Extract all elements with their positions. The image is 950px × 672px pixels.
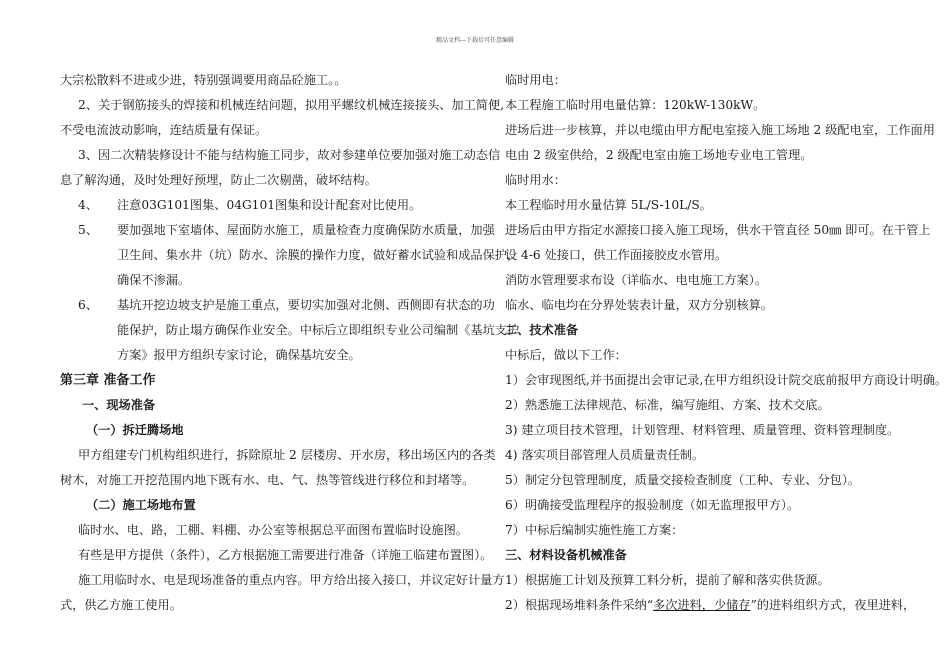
section-heading: 二、技术准备 <box>505 323 579 337</box>
subsection-heading: （二）施工场地布置 <box>86 498 196 512</box>
numbered-line <box>60 218 495 243</box>
text-line: 树木，对施工开挖范围内地下既有水、电、气、热等管线进行移位和封堵等。 <box>60 473 475 487</box>
text-line: 临时用水： <box>505 173 566 187</box>
text-line: 能保护，防止塌方确保作业安全。中标后立即组织专业公司编制《基坑支护 <box>117 323 520 337</box>
text-segment: ”的进料组织方式，夜里进料， <box>750 598 916 612</box>
text-line: 临时用电： <box>505 73 566 87</box>
text-line: 大宗松散料不进或少进，特别强调要用商品砼施工。。 <box>60 73 347 87</box>
text-line: 电由 2 级室供给，2 级配电室由施工场地专业电工管理。 <box>505 148 813 162</box>
numbered-line <box>60 293 495 318</box>
text-line: 卫生间、集水井（坑）防水、涂膜的操作力度，做好蓄水试验和成品保护， <box>117 248 520 262</box>
text-line: 进场后进一步核算，并以电缆由甲方配电室接入施工场地 2 级配电室，工作面用 <box>505 123 935 137</box>
item-text: 要加强地下室墙体、屋面防水施工，质量检查力度确保防水质量，加强 <box>117 223 495 237</box>
section-heading: 三、材料设备机械准备 <box>505 548 627 562</box>
text-line: 7）中标后编制实施性施工方案： <box>505 523 684 537</box>
item-number: 4、 <box>78 198 98 212</box>
item-number: 5、 <box>78 223 98 237</box>
text-line: 方案》报甲方组织专家讨论，确保基坑安全。 <box>117 348 361 362</box>
text-line: 5）制定分包管理制度，质量交接检查制度（工种、专业、分包）。 <box>505 473 861 487</box>
text-line: 6）明确接受监理程序的报验制度（如无监理报甲方）。 <box>505 498 800 512</box>
text-line: 确保不渗漏。 <box>117 273 191 287</box>
text-line: 3、因二次精装修设计不能与结构施工同步，故对参建单位要加强对施工动态信 <box>78 148 501 162</box>
text-line: 4) 落实项目部管理人员质量责任制。 <box>505 448 705 462</box>
chapter-heading: 第三章 准备工作 <box>60 373 156 388</box>
underlined-phrase: 多次进料，少储存 <box>653 598 751 612</box>
text-line: 临水、临电均在分界处装表计量，双方分别核算。 <box>505 298 774 312</box>
text-line: 本工程施工临时用电量估算：120kW-130kW。 <box>505 98 766 112</box>
text-line: 进场后由甲方指定水源接口接入施工现场，供水干管直径 50㎜ 即可。在干管上 <box>505 223 931 237</box>
text-line: 1）会审现图纸,并书面提出会审记录,在甲方组织设计院交底前报甲方商设计明确。 <box>505 373 948 387</box>
text-line: 不受电流波动影响，连结质量有保证。 <box>60 123 268 137</box>
text-line: 3) 建立项目技术管理，计划管理、材料管理、质量管理、资料管理制度。 <box>505 423 900 437</box>
text-line: 消防水管理要求布设（详临水、电电施工方案）。 <box>505 273 768 287</box>
item-number: 6、 <box>78 298 98 312</box>
text-segment: 2）根据现场堆料条件采纳“ <box>505 598 654 612</box>
text-line: 有些是甲方提供（条件），乙方根据施工需要进行准备（详施工临建布置图）。 <box>78 548 493 562</box>
numbered-line <box>60 193 468 218</box>
left-column <box>60 68 520 618</box>
text-line: 1）根据施工计划及预算工料分析，提前了解和落实供货源。 <box>505 573 830 587</box>
text-line: 临时水、电、路，工棚、料棚、办公室等根据总平面图布置临时设施图。 <box>78 523 468 537</box>
item-text: 基坑开挖边坡支护是施工重点，要切实加强对北侧、西侧即有状态的功 <box>117 298 495 312</box>
section-heading: 一、现场准备 <box>82 398 156 412</box>
item-text: 注意03G101图集、04G101图集和设计配套对比使用。 <box>117 198 422 212</box>
page-header: 精品文档---下载后可任意编辑 <box>435 37 515 44</box>
text-line: 息了解沟通，及时处理好预埋，防止二次剔凿，破坏结构。 <box>60 173 377 187</box>
text-line: 施工用临时水、电是现场准备的重点内容。甲方给出接入接口，并议定好计量方 <box>78 573 505 587</box>
text-line: 设 4-6 处接口，供工作面接胶皮水管用。 <box>505 248 728 262</box>
text-line: 本工程临时用水量估算 5L/S-10L/S。 <box>505 198 712 212</box>
right-column <box>505 68 948 618</box>
text-line: 2、关于钢筋接头的焊接和机械连结问题，拟用平螺纹机械连接接头、加工简便, <box>78 98 505 112</box>
text-line: 中标后，做以下工作： <box>505 348 627 362</box>
text-line: 式，供乙方施工使用。 <box>60 598 182 612</box>
text-line <box>505 593 916 618</box>
text-line: 2）熟悉施工法律规范、标准，编写施组、方案、技术交底。 <box>505 398 830 412</box>
subsection-heading: （一）拆迁腾场地 <box>86 423 184 437</box>
text-line: 甲方组建专门机构组织进行，拆除原址 2 层楼房、开水房，移出场区内的各类 <box>78 448 496 462</box>
